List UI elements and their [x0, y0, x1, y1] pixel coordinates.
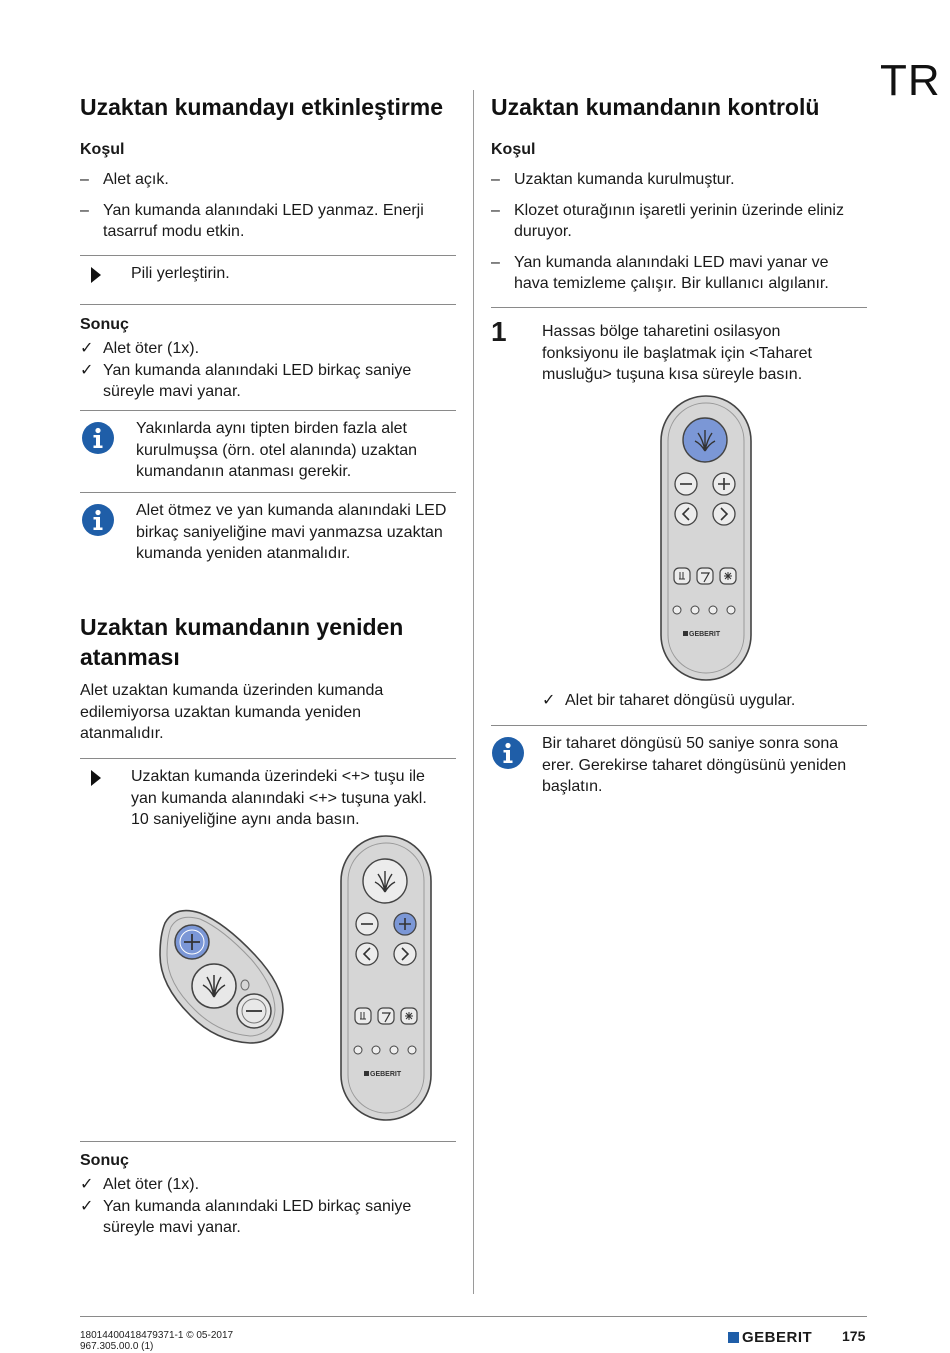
- action-text: Uzaktan kumanda üzerindeki <+> tuşu ile yan kumanda alanındaki <+> tuşuna yakl. 10 saniyeliğine aynı anda basın.: [131, 768, 427, 828]
- check-icon: ✓: [80, 340, 94, 357]
- info-note: [80, 500, 456, 565]
- result-label: Sonuç: [80, 316, 129, 333]
- divider: [80, 255, 456, 256]
- condition-item: – Uzaktan kumanda kurulmuştur.: [491, 169, 867, 191]
- info-icon: [82, 422, 114, 454]
- remote-brand-label: GEBERIT: [689, 631, 721, 638]
- step-text: Hassas bölge taharetini osilasyon fonksiyonu ile başlatmak için <Taharet musluğu> tuşuna kısa süreyle basın.: [542, 323, 812, 383]
- remote-brand-label: GEBERIT: [370, 1071, 402, 1078]
- result-text: Yan kumanda alanındaki LED birkaç saniye süreyle mavi yanar.: [103, 361, 412, 400]
- result-label: Sonuç: [80, 1152, 129, 1169]
- condition-label: Koşul: [491, 141, 536, 158]
- result-item: [542, 690, 862, 712]
- condition-label: Koşul: [80, 141, 125, 158]
- result-text: Alet öter (1x).: [103, 1176, 200, 1193]
- check-icon: ✓: [542, 692, 556, 709]
- reassign-intro: [80, 680, 410, 745]
- brand-square-icon: [728, 1332, 739, 1343]
- result-item: [80, 1174, 456, 1196]
- footer-doc-code-2: 967.305.00.0 (1): [80, 1341, 154, 1352]
- reassign-action: [80, 766, 456, 831]
- activate-action: [80, 263, 456, 285]
- section-activate-title: Uzaktan kumandayı etkinleştirme: [80, 94, 444, 120]
- info-text: Alet ötmez ve yan kumanda alanındaki LED birkaç saniyeliğine mavi yanmazsa uzaktan kumanda yeniden atanmalıdır.: [136, 502, 447, 562]
- info-text: Yakınlarda aynı tipten birden fazla alet kurulmuşsa (örn. otel alanında) uzaktan kumandanın atanması gerekir.: [136, 420, 418, 480]
- reassign-result: [80, 1150, 456, 1239]
- activate-result: [80, 314, 456, 403]
- footer-brand: [728, 1329, 812, 1346]
- page-number: 175: [842, 1328, 866, 1344]
- action-arrow-icon: [91, 267, 101, 283]
- check-icon: ✓: [80, 361, 94, 379]
- column-divider: [473, 90, 474, 1294]
- result-text: Alet öter (1x).: [103, 340, 200, 357]
- section-reassign-title-wrap: [80, 612, 420, 672]
- result-item: [80, 338, 456, 360]
- info-text: Bir taharet döngüsü 50 saniye sonra sona erer. Gerekirse taharet döngüsünü yeniden başlatın.: [542, 735, 847, 795]
- result-item: [80, 360, 448, 403]
- divider: [80, 304, 456, 305]
- result-item: [80, 1196, 448, 1239]
- info-icon: [492, 737, 524, 769]
- footer-doc-code: 18014400418479371-1 © 05-2017: [80, 1330, 234, 1341]
- check-result: [542, 690, 862, 712]
- divider: [491, 725, 867, 726]
- condition-item: – Alet açık.: [80, 169, 456, 191]
- info-note: [80, 418, 456, 483]
- check-icon: ✓: [80, 1176, 94, 1193]
- check-condition: [491, 139, 867, 295]
- divider: [491, 307, 867, 308]
- language-tag: TR: [880, 56, 941, 105]
- divider: [80, 1141, 456, 1142]
- action-step: [80, 766, 441, 831]
- check-step: [491, 316, 867, 386]
- section-activate-title-wrap: [80, 92, 456, 122]
- action-step: [80, 263, 456, 285]
- activate-condition: [80, 139, 456, 243]
- result-text: Yan kumanda alanındaki LED birkaç saniye süreyle mavi yanar.: [103, 1197, 412, 1236]
- remote-illustration-plus: [339, 834, 433, 1122]
- check-icon: ✓: [80, 1197, 94, 1215]
- action-text: Pili yerleştirin.: [131, 265, 230, 282]
- info-icon: [82, 504, 114, 536]
- step-number: 1: [491, 316, 507, 347]
- info-block: [80, 418, 456, 483]
- intro-text: Alet uzaktan kumanda üzerinden kumanda edilemiyorsa uzaktan kumanda yeniden atanmalıdır.: [80, 682, 384, 742]
- footer-divider: [80, 1316, 867, 1317]
- divider: [80, 410, 456, 411]
- step-item: [491, 316, 842, 386]
- condition-item: – Yan kumanda alanındaki LED mavi yanar ve hava temizleme çalışır. Bir kullanıcı algılanır.: [491, 252, 859, 295]
- condition-item: – Yan kumanda alanındaki LED yanmaz. Enerji tasarruf modu etkin.: [80, 200, 458, 243]
- remote-illustration-shower: [659, 394, 753, 682]
- action-arrow-icon: [91, 770, 101, 786]
- section-reassign-title: Uzaktan kumandanın yeniden atanması: [80, 614, 404, 670]
- section-check-title-wrap: [491, 92, 867, 122]
- result-text: Alet bir taharet döngüsü uygular.: [565, 692, 796, 709]
- info-block: [491, 733, 857, 798]
- info-block: [80, 500, 461, 565]
- section-check-title: Uzaktan kumandanın kontrolü: [491, 94, 820, 120]
- side-control-illustration: [155, 905, 295, 1050]
- brand-name: GEBERIT: [742, 1329, 813, 1346]
- info-note: [491, 733, 867, 798]
- divider: [80, 492, 456, 493]
- condition-item: – Klozet oturağının işaretli yerinin üzerinde eliniz duruyor.: [491, 200, 859, 243]
- divider: [80, 758, 456, 759]
